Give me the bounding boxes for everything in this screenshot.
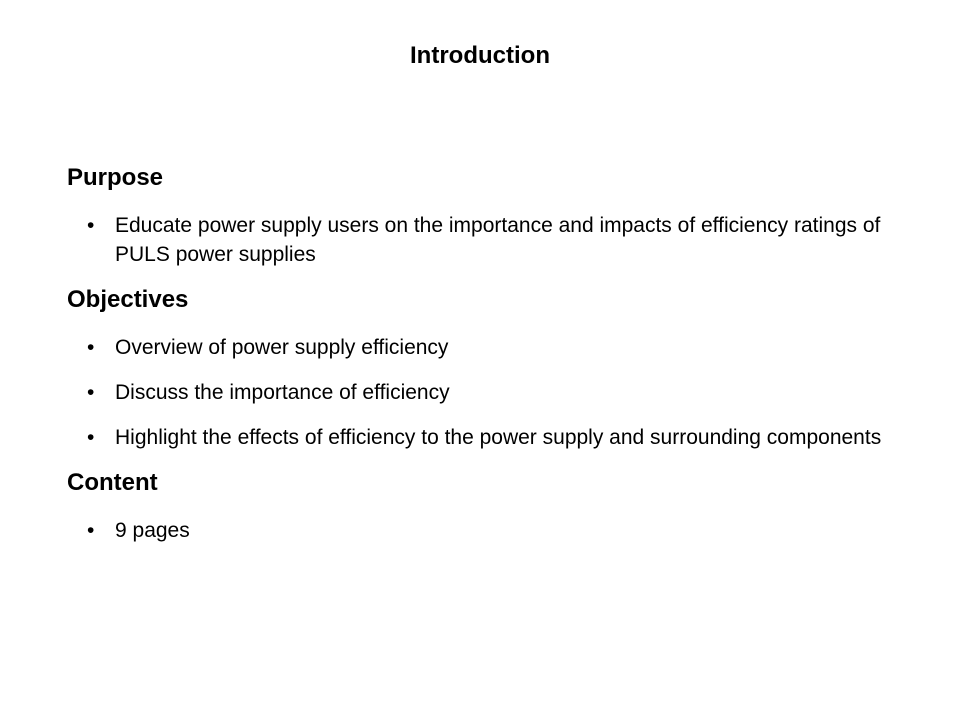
section-content	[67, 468, 917, 545]
list-item	[67, 333, 917, 362]
section-heading-objectives: Objectives	[67, 286, 189, 313]
slide-content	[67, 163, 917, 545]
list-item	[67, 378, 917, 407]
section-purpose	[67, 163, 917, 269]
bullet-icon: •	[87, 381, 95, 404]
bullet-text: Highlight the effects of efficiency to the power supply and surrounding components	[115, 426, 882, 449]
bullet-icon: •	[87, 336, 95, 359]
list-item	[67, 211, 917, 269]
slide-title: Introduction	[410, 42, 550, 69]
bullet-icon: •	[87, 426, 95, 449]
bullet-icon: •	[87, 519, 95, 542]
section-heading-content: Content	[67, 469, 158, 496]
bullet-icon: •	[87, 214, 95, 237]
content-bullet-list	[67, 516, 917, 545]
section-heading-purpose: Purpose	[67, 164, 164, 191]
section-objectives	[67, 285, 917, 452]
objectives-bullet-list	[67, 333, 917, 452]
bullet-text: Overview of power supply efficiency	[115, 336, 449, 359]
bullet-text: Educate power supply users on the importance and impacts of efficiency ratings of PULS power supplies	[115, 214, 881, 266]
list-item	[67, 516, 917, 545]
purpose-bullet-list	[67, 211, 917, 269]
list-item	[67, 423, 917, 452]
bullet-text: Discuss the importance of efficiency	[115, 381, 450, 404]
bullet-text: 9 pages	[115, 519, 190, 542]
